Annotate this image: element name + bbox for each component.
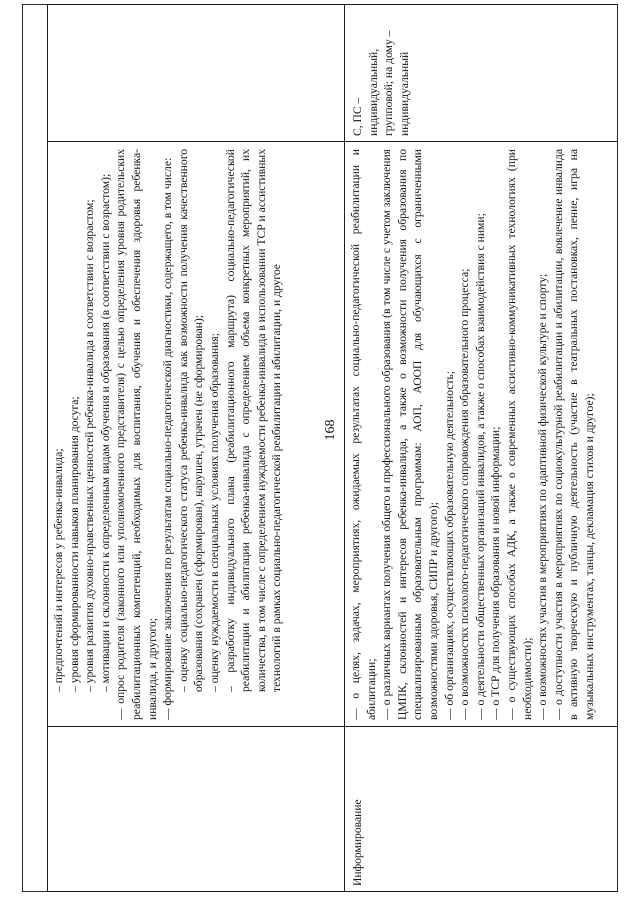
list-item: — о целях, задачах, мероприятиях, ожидаемых результатах социально-педагогической реабилитации и абилитации;: [349, 149, 378, 720]
list-item: — о существующих способах АДК, а также о современных ассистивно-коммуникативных технологиях (при необходимости);: [504, 149, 534, 720]
list-item: — опрос родителя (законного или уполномоченного представителя) с целью определения уровня родительских реабилитационных компетенций, необходимых для воспитания, обучения и обеспечения здоровья ребенка-инвалида, и другого;: [114, 149, 159, 720]
list-item: — о возможностях психолого-педагогического сопровождения образовательного процесса;: [458, 268, 472, 720]
list-item: – предпочтений и интересов у ребенка-инвалида;: [52, 448, 65, 692]
list-item: – оценку социально-педагогического статуса ребенка-инвалида как возможности получения качественного образования (сохранен (сформирован), нарушен, утрачен (не сформирован);: [176, 149, 206, 692]
list-item: — о ТСР для получения образования и новой информации;: [489, 426, 503, 720]
list-item: — формирование заключения по результатам социально-педагогической диагностики, содержащего, в том числе:: [161, 157, 175, 720]
table-left-rule: [47, 891, 618, 892]
list-item: — о возможностях участия в мероприятиях по адаптивной физической культуре и спорту;: [536, 273, 550, 720]
list-item: – мотивации и склонности к определенным видам обучения и образования (в соответствии с возрастом);: [98, 173, 112, 692]
column-divider-2: [47, 141, 618, 142]
list-item: — о доступности участия в мероприятиях по социокультурной реабилитации и абилитации, вовлечение инвалида в активную творческую и публичную деятельность (участие в театральных постановках, пение, игра на музыкальных инструментах, танцы, декламация стихов и другое);: [551, 149, 596, 720]
row-info-form: С, ПС – индивидуальный, групповой; на дому – индивидуальный: [351, 30, 411, 136]
column-divider-1: [47, 726, 618, 727]
list-item: – уровня сформированности навыков планирования досуга;: [67, 396, 81, 692]
list-item: — о различных вариантах получения общего и профессионального образования (в том числе с учетом заключения ЦМПК, склонностей и интересов ребенка-инвалида, а также о возможности получения образования по специализированным образовательным программам: АОП, АООП для обучающихся с ограниченными возможностями здоровья, СИПР и другого);: [380, 149, 440, 720]
table-top-rule: [47, 4, 48, 892]
list-item: — о деятельности общественных организаций инвалидов, а также о способах взаимодействия с ними;: [473, 213, 487, 720]
list-item: – разработку индивидуального плана (реабилитационного маршрута) социально-педагогической реабилитации и абилитации ребенка-инвалида с определением объема конкретных мероприятий, их количества, в том числе с определением нуждаемости ребенка-инвалида в использовании ТСР и ассистивных технологий в рамках социально-педагогической реабилитации и абилитации, и другое: [223, 149, 284, 692]
row-info-content: [348, 149, 616, 720]
rotated-page: [22, 4, 618, 892]
list-item: — об организациях, осуществляющих образовательную деятельность;: [442, 370, 456, 720]
row-label-informing: Информирование: [351, 799, 364, 886]
table-right-rule: [47, 4, 618, 5]
page-number: 168: [323, 419, 338, 441]
list-item: – оценку нуждаемости в специальных условиях получения образования;: [207, 333, 221, 692]
services-table: [22, 4, 618, 892]
list-item: – уровня развития духовно-нравственных ценностей ребенка-инвалида в соответствии с возрастом;: [83, 199, 97, 692]
row-top-content: [51, 149, 341, 720]
row-divider: [344, 4, 345, 892]
